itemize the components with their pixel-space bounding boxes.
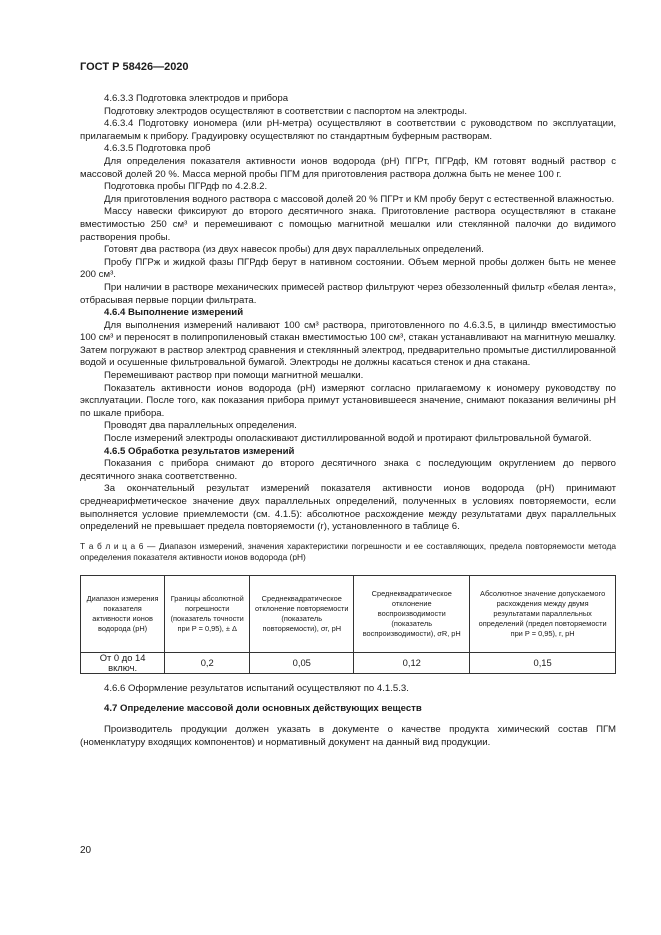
paragraph: Готовят два раствора (из двух навесок пробы) для двух параллельных определений. [104, 244, 484, 256]
table-cell: 0,05 [250, 652, 354, 673]
paragraph: Для определения показателя активности ионов водорода (pH) ПГРт, ПГРдф, КМ готовят водный раствор с массовой долей 20 %. Масса мерной пробы ПГМ для приготовления раствора должна быть не менее 100 г. [80, 155, 616, 180]
paragraph: За окончательный результат измерений показателя активности ионов водорода (pH) принимают среднеарифметическое значение двух параллельных определений, полученных в условиях повторяемости, если выполняется условие приемлемости (см. 4.1.5): абсолютное расхождение между результатами двух параллельных определений не превышает предела повторяемости (r), установленного в таблице 6. [80, 483, 616, 533]
paragraph: Производитель продукции должен указать в документе о качестве продукта химический состав ПГМ (номенклатуру входящих компонентов) и нормативный документ на данный вид продукции. [80, 723, 616, 748]
paragraph: 4.6.3.4 Подготовку иономера (или pH-метра) осуществляют в соответствии с руководством по эксплуатации, прилагаемым к прибору. Градуировку осуществляют по стандартным буферным растворам. [80, 118, 616, 142]
table-header-cell: Абсолютное значение допускаемого расхождения между двумя результатами параллельных определений (предел повторяемости при P = 0,95), r, pH [470, 575, 616, 652]
paragraph: Для приготовления водного раствора с массовой долей 20 % ПГРт и КМ пробу берут с естественной влажностью. [104, 193, 615, 205]
document-header: ГОСТ Р 58426—2020 [80, 61, 189, 73]
paragraph: 4.6.6 Оформление результатов испытаний осуществляют по 4.1.5.3. [104, 682, 409, 694]
paragraph: Массу навески фиксируют до второго десятичного знака. Приготовление раствора осуществляют в стакане вместимостью 250 см³ и перемешивают с помощью магнитной мешалки или стеклянной палочки до видимого растворения пробы. [80, 206, 616, 243]
table-header-cell: Среднеквадратическое отклонение воспроизводимости (показатель воспроизводимости), σR, pH [354, 575, 470, 652]
table-cell: 0,12 [354, 652, 470, 673]
paragraphs [80, 93, 616, 563]
table-6 [80, 575, 616, 674]
after-table-paragraphs [80, 683, 616, 749]
paragraph: 4.6.3.3 Подготовка электродов и прибора [104, 93, 289, 104]
paragraph: 4.6.5 Обработка результатов измерений [104, 445, 295, 457]
paragraph: Проводят два параллельных определения. [104, 420, 297, 432]
table-cell: 0,15 [470, 652, 616, 673]
paragraph: 4.7 Определение массовой доли основных действующих веществ [104, 703, 422, 715]
paragraph: Показания с прибора снимают до второго десятичного знака с последующим округлением до первого десятичного знака соответственно. [80, 458, 616, 482]
table-row [81, 652, 616, 673]
page-number: 20 [80, 845, 92, 856]
table-header-row [81, 575, 616, 652]
document-body [80, 93, 616, 749]
paragraph: Пробу ПГРж и жидкой фазы ПГРдф берут в нативном состоянии. Объем мерной пробы должен быть не менее 200 см³. [80, 256, 616, 281]
table-cell: От 0 до 14 включ. [81, 652, 165, 673]
paragraph: Подготовку электродов осуществляют в соответствии с паспортом на электроды. [104, 105, 467, 117]
paragraph: Подготовка пробы ПГРдф по 4.2.8.2. [104, 181, 268, 193]
paragraph: Перемешивают раствор при помощи магнитной мешалки. [104, 370, 364, 382]
paragraph: Для выполнения измерений наливают 100 см³ раствора, приготовленного по 4.6.3.5, в цилиндр вместимостью 100 см³ и переносят в полипропиленовый стакан вместимостью 100 см³, стакан устанавливают на магнитную мешалку. Затем погружают в раствор электрод сравнения и стеклянный электрод, предварительно промытые дистиллированной водой и осушенные фильтровальной бумагой. Электроды не должны касаться стенок и дна стакана. [80, 319, 616, 369]
table-header-cell: Диапазон измерения показателя активности ионов водорода (pH) [81, 575, 165, 652]
table-body [81, 652, 616, 673]
table-header-cell: Среднеквадратическое отклонение повторяемости (показатель повторяемости), σr, pH [250, 575, 354, 652]
paragraph: 4.6.4 Выполнение измерений [104, 307, 244, 319]
paragraph: 4.6.3.5 Подготовка проб [104, 143, 211, 155]
table-cell: 0,2 [165, 652, 250, 673]
table-header-cell: Границы абсолютной погрешности (показатель точности при P = 0,95), ± Δ [165, 575, 250, 652]
paragraph: При наличии в растворе механических примесей раствор фильтруют через обеззоленный фильтр «белая лента», отбрасывая первые порции фильтрата. [80, 281, 616, 306]
paragraph: Т а б л и ц а 6 — Диапазон измерений, значения характеристики погрешности и ее составляющих, предела повторяемости метода определения показателя активности ионов водорода (pH) [80, 540, 616, 562]
paragraph: После измерений электроды ополаскивают дистиллированной водой и протирают фильтровальной бумагой. [104, 433, 592, 445]
paragraph: Показатель активности ионов водорода (pH) измеряют согласно прилагаемому к иономеру руководству по эксплуатации. После того, как показания прибора примут установившееся значение, снимают показания величины pH по шкале прибора. [80, 382, 616, 419]
